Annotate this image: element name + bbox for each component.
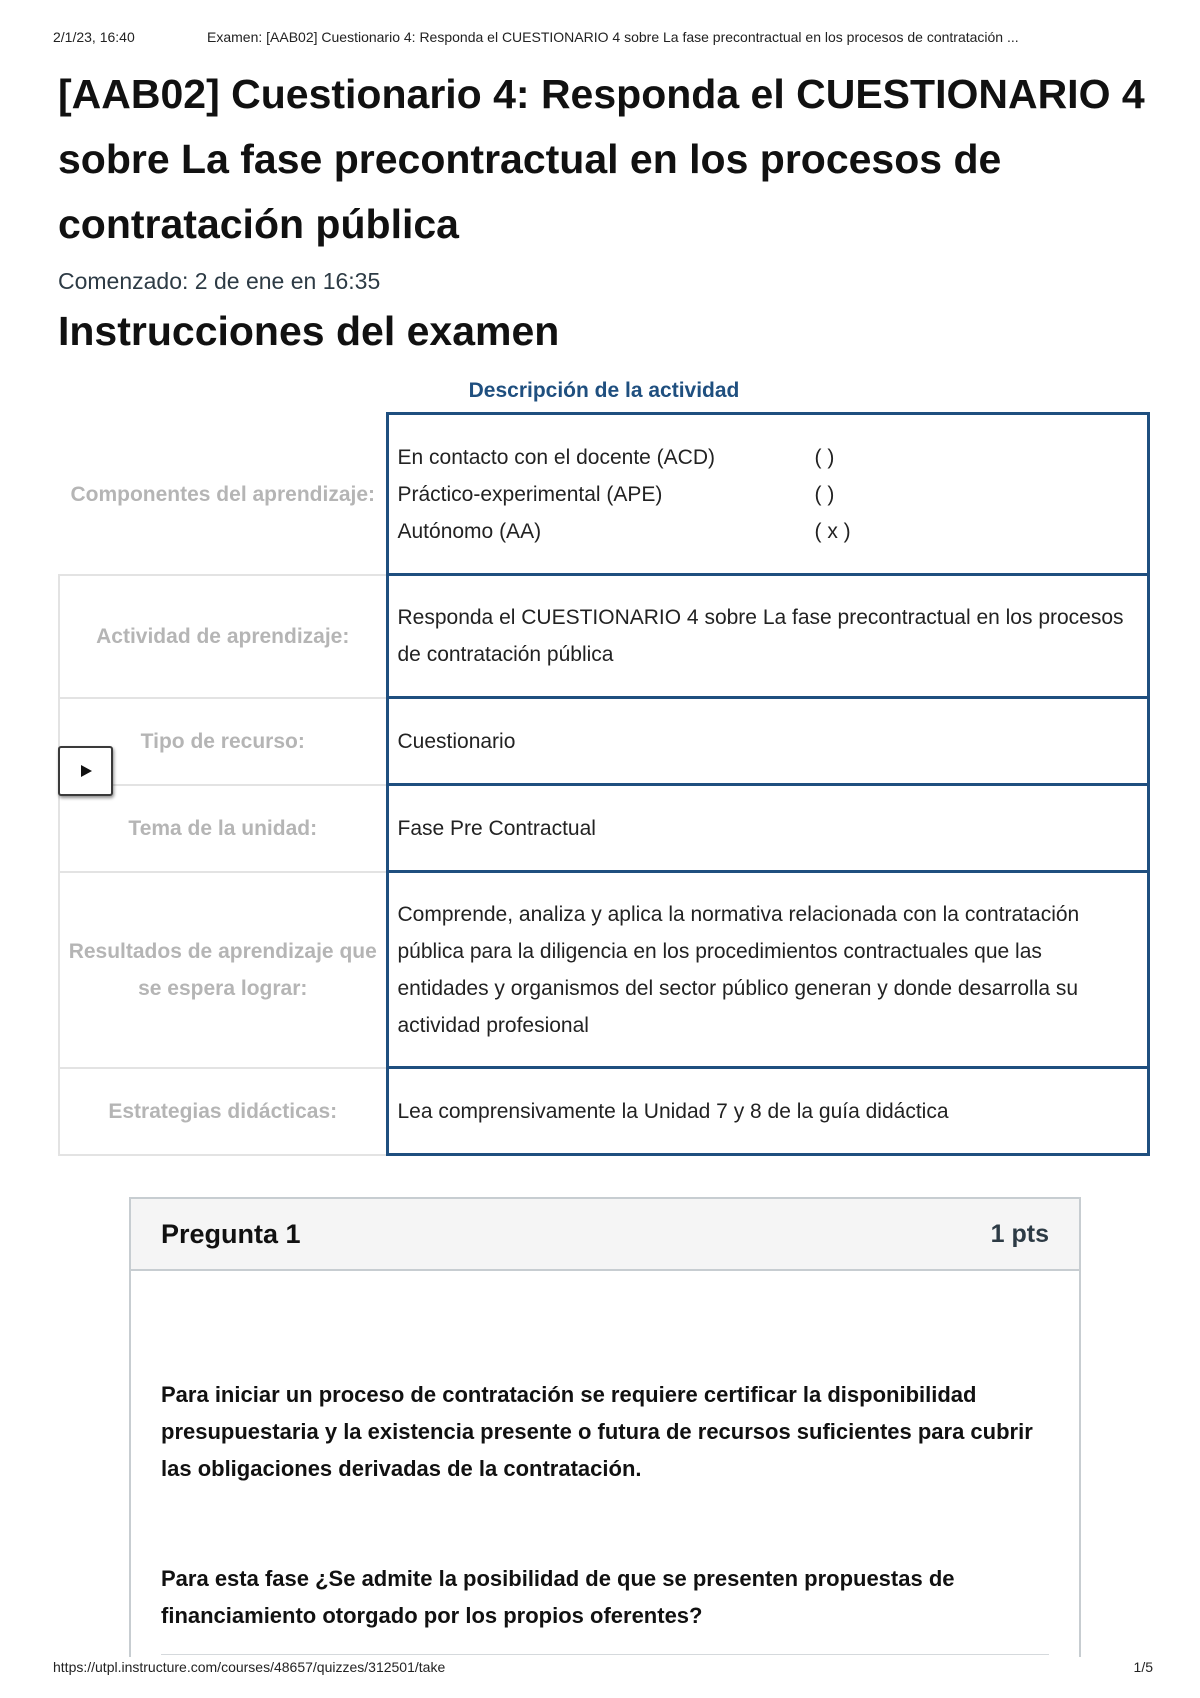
question-prompt: Para esta fase ¿Se admite la posibilidad de que se presenten propuestas de financiamiento otorgado por los propios oferentes? [161,1566,955,1628]
play-icon [78,763,94,779]
component-mark: ( ) [814,482,835,506]
component-name: En contacto con el docente (ACD) [397,445,716,469]
answers-divider [161,1654,1049,1655]
table-row [59,785,1149,872]
components-label: Componentes del aprendizaje: [59,414,387,575]
question-card [129,1197,1081,1657]
table-row [59,698,1149,785]
strategies-value: Lea comprensivamente la Unidad 7 y 8 de la guía didáctica [387,1068,1149,1155]
table-row [59,872,1149,1068]
print-url: https://utpl.instructure.com/courses/48657/quizzes/312501/take [53,1659,446,1675]
component-name: Práctico-experimental (APE) [397,482,663,506]
resource-type-value: Cuestionario [387,698,1149,785]
play-button[interactable] [58,746,113,796]
table-row [59,575,1149,698]
component-item [398,513,1139,550]
component-item [398,439,1139,476]
resource-type-label: Tipo de recurso: [59,698,387,785]
components-value [387,414,1149,575]
table-row [59,1068,1149,1155]
print-date: 2/1/23, 16:40 [53,29,135,45]
instructions-heading: Instrucciones del examen [58,308,560,354]
print-footer [53,1659,1153,1675]
expected-results-label: Resultados de aprendizaje que se espera lograr: [59,872,387,1068]
component-name: Autónomo (AA) [397,519,542,543]
unit-topic-value: Fase Pre Contractual [387,785,1149,872]
print-page-title: Examen: [AAB02] Cuestionario 4: Responda el CUESTIONARIO 4 sobre La fase precontractual en los procesos de contratación ... [207,29,1019,45]
print-header [53,29,1153,45]
question-body [131,1376,1079,1634]
description-caption: Descripción de la actividad [468,379,740,402]
component-mark: ( x ) [814,519,851,543]
question-points: 1 pts [990,1219,1049,1248]
quiz-title: [AAB02] Cuestionario 4: Responda el CUESTIONARIO 4 sobre La fase precontractual en los procesos de contratación pública [58,71,1145,247]
question-header [131,1199,1079,1271]
question-title: Pregunta 1 [161,1218,301,1249]
unit-topic-label: Tema de la unidad: [59,785,387,872]
activity-value: Responda el CUESTIONARIO 4 sobre La fase precontractual en los procesos de contratación pública [387,575,1149,698]
activity-description-table [58,412,1150,1156]
expected-results-value: Comprende, analiza y aplica la normativa relacionada con la contratación pública para la diligencia en los procedimientos contractuales que las entidades y organismos del sector público generan y donde desarrolla su actividad profesional [387,872,1149,1068]
print-page-number: 1/5 [1133,1659,1153,1675]
quiz-started-time: Comenzado: 2 de ene en 16:35 [58,268,381,294]
component-item [398,476,1139,513]
question-text: Para iniciar un proceso de contratación se requiere certificar la disponibilidad presupuestaria y la existencia presente o futura de recursos suficientes para cubrir las obligaciones derivadas de la contratación. [161,1382,1033,1481]
table-row [59,414,1149,575]
activity-label: Actividad de aprendizaje: [59,575,387,698]
strategies-label: Estrategias didácticas: [59,1068,387,1155]
component-mark: ( ) [814,445,835,469]
